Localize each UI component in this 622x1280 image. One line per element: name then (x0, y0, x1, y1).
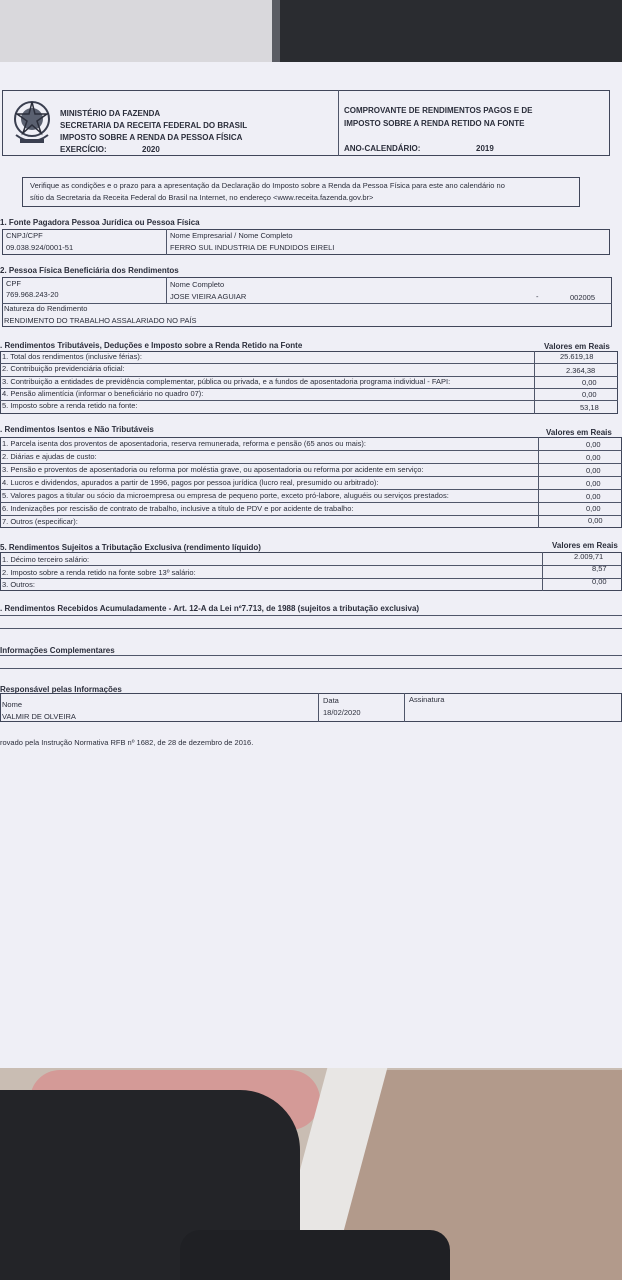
background-wall (0, 0, 280, 70)
section6-line (0, 615, 622, 616)
section5-title: 5. Rendimentos Sujeitos a Tributação Exclusiva (rendimento líquido) (0, 543, 261, 552)
table-row-value: 25.619,18 (560, 352, 594, 361)
ministry-name: MINISTÉRIO DA FAZENDA (60, 109, 161, 118)
table-row-value: 0,00 (586, 504, 601, 513)
table-row-label: 3. Outros: (2, 580, 35, 589)
table-row-value: 2.364,38 (566, 366, 596, 375)
table-row-label: 1. Total dos rendimentos (inclusive férias): (2, 352, 142, 361)
secretariat-name: SECRETARIA DA RECEITA FEDERAL DO BRASIL (60, 121, 248, 130)
header-divider (338, 90, 339, 156)
table-row-label: 4. Pensão alimentícia (informar o beneficiário no quadro 07): (2, 389, 204, 398)
table-row-value: 0,00 (582, 378, 597, 387)
table-row-label: 3. Contribuição a entidades de previdência complementar, pública ou privada, e a fundos de aposentadoria programa individual - FAPI: (2, 377, 451, 386)
section8-divider (318, 693, 319, 722)
data-value: 18/02/2020 (323, 708, 361, 717)
coat-of-arms-icon (10, 97, 54, 147)
exercicio-label: EXERCÍCIO: (60, 145, 107, 154)
responsavel-nome-label: Nome (2, 700, 23, 709)
ano-calendario-value: 2019 (476, 144, 494, 153)
table-row-label: 1. Décimo terceiro salário: (2, 555, 90, 564)
section7-title: Informações Complementares (0, 646, 115, 655)
cnpj-value: 09.038.924/0001-51 (6, 243, 74, 252)
table-row-label: 4. Lucros e dividendos, apurados a partir de 1996, pagos por pessoa jurídica (lucro real, presumido ou arbitrado): (2, 478, 379, 487)
table-row-label: 5. Valores pagos a titular ou sócio da microempresa ou empresa de pequeno porte, exceto pró-labore, aluguéis ou serviços prestados: (2, 491, 449, 500)
natureza-value: RENDIMENTO DO TRABALHO ASSALARIADO NO PAÍS (4, 316, 197, 325)
table-row-value: 0,00 (582, 390, 597, 399)
section3-title: . Rendimentos Tributáveis, Deduções e Imposto sobre a Renda Retido na Fonte (0, 341, 303, 350)
empresa-label: Nome Empresarial / Nome Completo (170, 231, 293, 240)
table-row-label: 7. Outros (especificar): (2, 517, 78, 526)
table-row-label: 1. Parcela isenta dos proventos de aposentadoria, reserva remunerada, reforma e pensão (65 anos ou mais): (2, 439, 366, 448)
table-row-value: 0,00 (586, 492, 601, 501)
section4-title: . Rendimentos Isentos e Não Tributáveis (0, 425, 154, 434)
ano-calendario-label: ANO-CALENDÁRIO: (344, 144, 421, 153)
table-row-value: 2.009,71 (574, 552, 604, 561)
row-line (0, 463, 622, 464)
beneficiario-value: JOSE VIEIRA AGUIAR (170, 292, 247, 301)
dark-fabric (180, 1230, 450, 1280)
section8-title: Responsável pelas Informações (0, 685, 122, 694)
assinatura-label: Assinatura (409, 695, 445, 704)
row-line (0, 450, 622, 451)
section8-divider (404, 693, 405, 722)
notice-line1: Verifique as condições e o prazo para a apresentação da Declaração do Imposto sobre a Renda da Pessoa Física para este ano calendário no (30, 181, 505, 190)
section8-box (0, 693, 622, 722)
section7-line (0, 668, 622, 669)
row-line (0, 489, 622, 490)
cnpj-label: CNPJ/CPF (6, 231, 43, 240)
row-line (0, 476, 622, 477)
section5-col-divider (542, 552, 543, 591)
table-row-value: 0,00 (588, 516, 603, 525)
section2-row-line (2, 303, 612, 304)
footer-note: rovado pela Instrução Normativa RFB nº 1682, de 28 de dezembro de 2016. (0, 738, 254, 747)
section3-col-divider (534, 351, 535, 414)
row-line (0, 578, 622, 579)
exercicio-value: 2020 (142, 145, 160, 154)
notice-line2: sítio da Secretaria da Receita Federal do Brasil na Internet, no endereço <www.receita.fazenda.gov.br> (30, 193, 374, 202)
table-row-label: 3. Pensão e proventos de aposentadoria ou reforma por moléstia grave, ou aposentadoria ou reforma por acidente em serviço: (2, 465, 424, 474)
table-row-value: 53,18 (580, 403, 599, 412)
table-row-label: 6. Indenizações por rescisão de contrato de trabalho, inclusive a título de PDV e por acidente de trabalho: (2, 504, 354, 513)
table-row-value: 0,00 (586, 440, 601, 449)
section1-title: 1. Fonte Pagadora Pessoa Jurídica ou Pessoa Física (0, 218, 200, 227)
section2-title: 2. Pessoa Física Beneficiária dos Rendimentos (0, 266, 179, 275)
cpf-value: 769.968.243-20 (6, 290, 59, 299)
table-row-value: 0,00 (586, 453, 601, 462)
table-row-label: 2. Contribuição previdenciária oficial: (2, 364, 125, 373)
table-row-label: 2. Imposto sobre a renda retido na fonte sobre 13º salário: (2, 568, 196, 577)
section2-divider (166, 277, 167, 303)
document-title-line2: IMPOSTO SOBRE A RENDA RETIDO NA FONTE (344, 119, 525, 128)
background-dark (280, 0, 622, 70)
document-title-line1: COMPROVANTE DE RENDIMENTOS PAGOS E DE (344, 106, 533, 115)
beneficiario-label: Nome Completo (170, 280, 225, 289)
section6-line (0, 628, 622, 629)
section3-values-header: Valores em Reais (544, 342, 610, 351)
natureza-label: Natureza do Rendimento (4, 304, 88, 313)
section4-values-header: Valores em Reais (546, 428, 612, 437)
row-line (0, 565, 622, 566)
table-row-value: 0,00 (592, 577, 607, 586)
empresa-value: FERRO SUL INDUSTRIA DE FUNDIDOS EIRELI (170, 243, 335, 252)
section7-line (0, 655, 622, 656)
responsavel-nome-value: VALMIR DE OLVEIRA (2, 712, 76, 721)
data-label: Data (323, 696, 339, 705)
table-row-value: 0,00 (586, 479, 601, 488)
dash: - (536, 292, 539, 301)
table-row-label: 5. Imposto sobre a renda retido na fonte: (2, 401, 138, 410)
section6-title: . Rendimentos Recebidos Acumuladamente - Art. 12-A da Lei nº7.713, de 1988 (sujeitos a tributação exclusiva) (0, 604, 420, 613)
table-row-label: 2. Diárias e ajudas de custo: (2, 452, 97, 461)
tax-name: IMPOSTO SOBRE A RENDA DA PESSOA FÍSICA (60, 133, 243, 142)
table-row-value: 8,57 (592, 564, 607, 573)
section1-divider (166, 229, 167, 255)
row-line (0, 502, 622, 503)
cpf-label: CPF (6, 279, 21, 288)
section5-values-header: Valores em Reais (552, 541, 618, 550)
table-row-value: 0,00 (586, 466, 601, 475)
beneficiario-code: 002005 (570, 293, 596, 302)
row-line (0, 515, 622, 516)
